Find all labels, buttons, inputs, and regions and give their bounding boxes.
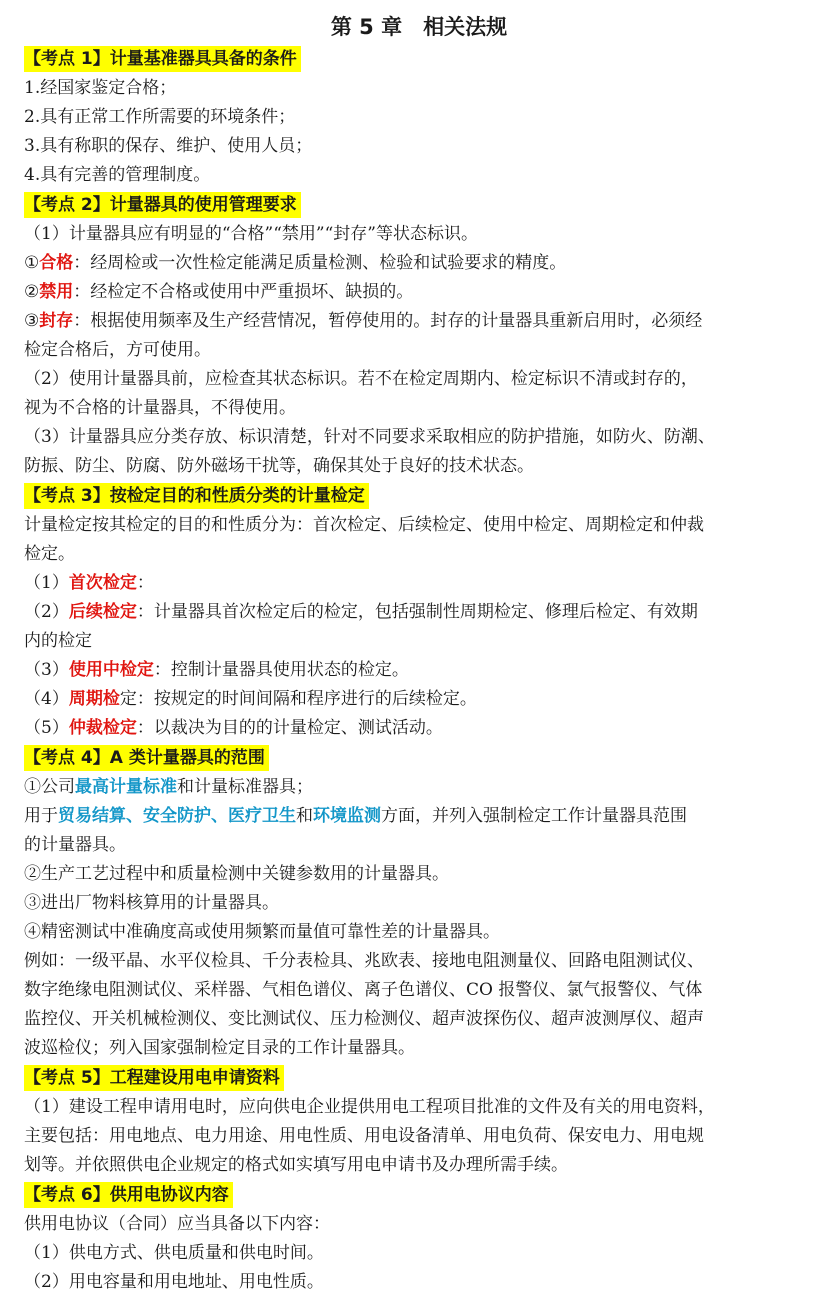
- s2-paragraph-3a: （3）计量器具应分类存放、标识清楚，针对不同要求采取相应的防护措施，如防火、防潮、: [24, 427, 715, 447]
- s4-l2-pre: 用于: [24, 806, 58, 826]
- s5-paragraph-3: 划等。并依照供电企业规定的格式如实填写用电申请书及办理所需手续。: [24, 1155, 568, 1175]
- term-highest-standard: 最高计量标准: [75, 777, 177, 797]
- s2-paragraph-2b: 视为不合格的计量器具，不得使用。: [24, 398, 296, 418]
- s3-i4-prefix: （4）: [24, 689, 69, 709]
- section-heading-4: 【考点 4】A 类计量器具的范围: [24, 745, 269, 771]
- s3-item-4: [24, 685, 814, 714]
- section-heading-1: 【考点 1】计量基准器具具备的条件: [24, 46, 301, 72]
- term-sealed: 封存: [39, 311, 74, 331]
- s2-c-text: ：根据使用频率及生产经营情况，暂停使用的。封存的计量器具重新启用时，必须经: [73, 311, 703, 331]
- s2-sealed-cont: 检定合格后，方可使用。: [24, 340, 211, 360]
- term-initial-verification: 首次检定: [68, 573, 137, 593]
- s1-item-4: 4.具有完善的管理制度。: [24, 165, 211, 185]
- s5-paragraph-1: （1）建设工程申请用电时，应向供电企业提供用电工程项目批准的文件及有关的用电资料，: [24, 1097, 715, 1117]
- s2-status-disabled: [24, 278, 814, 307]
- term-in-service-verification: 使用中检定: [68, 660, 154, 680]
- term-trade-safety-medical: 贸易结算、安全防护、医疗卫生: [58, 806, 296, 826]
- s3-i2-prefix: （2）: [24, 602, 69, 622]
- s4-line-3: ②生产工艺过程中和质量检测中关键参数用的计量器具。: [24, 864, 449, 884]
- term-periodic-verification: 周期检: [68, 689, 120, 709]
- s4-example-2: 数字绝缘电阻测试仪、采样器、气相色谱仪、离子色谱仪、CO 报警仪、氯气报警仪、气体: [24, 980, 703, 1000]
- s3-i2-text: ：计量器具首次检定后的检定，包括强制性周期检定、修理后检定、有效期: [136, 602, 698, 622]
- s1-item-1: 1.经国家鉴定合格；: [24, 78, 177, 98]
- s2-a-text: ：经周检或一次性检定能满足质量检测、检验和试验要求的精度。: [73, 253, 567, 273]
- s2-b-prefix: ②: [24, 282, 40, 302]
- s2-paragraph-3b: 防振、防尘、防腐、防外磁场干扰等，确保其处于良好的技术状态。: [24, 456, 534, 476]
- s4-l1-pre: ①公司: [24, 777, 75, 797]
- s3-intro-1: 计量检定按其检定的目的和性质分为：首次检定、后续检定、使用中检定、周期检定和仲裁: [24, 515, 704, 535]
- s4-l1-post: 和计量标准器具；: [177, 777, 313, 797]
- s6-item-1: （1）供电方式、供电质量和供电时间。: [24, 1243, 324, 1263]
- s2-paragraph-1: （1）计量器具应有明显的“合格”“禁用”“封存”等状态标识。: [24, 224, 478, 244]
- s3-i1-text: ：: [136, 573, 154, 593]
- s3-item-2: [24, 598, 814, 627]
- s3-i3-text: ：控制计量器具使用状态的检定。: [153, 660, 409, 680]
- term-environment-monitoring: 环境监测: [313, 806, 381, 826]
- s4-line-2: [24, 802, 814, 831]
- s3-i3-prefix: （3）: [24, 660, 69, 680]
- s1-item-3: 3.具有称职的保存、维护、使用人员；: [24, 136, 313, 156]
- term-subsequent-verification: 后续检定: [68, 602, 137, 622]
- s3-intro-2: 检定。: [24, 544, 75, 564]
- term-qualified: 合格: [39, 253, 74, 273]
- s3-i5-prefix: （5）: [24, 718, 69, 738]
- s2-paragraph-2a: （2）使用计量器具前，应检查其状态标识。若不在检定周期内、检定标识不清或封存的，: [24, 369, 698, 389]
- s3-item-5: [24, 714, 814, 743]
- s2-status-qualified: [24, 249, 814, 278]
- s5-paragraph-2: 主要包括：用电地点、电力用途、用电性质、用电设备清单、用电负荷、保安电力、用电规: [24, 1126, 704, 1146]
- s4-example-3: 监控仪、开关机械检测仪、变比测试仪、压力检测仪、超声波探伤仪、超声波测厚仪、超声: [24, 1009, 704, 1029]
- s2-a-prefix: ①: [24, 253, 40, 273]
- s3-i4-text: 定：按规定的时间间隔和程序进行的后续检定。: [119, 689, 477, 709]
- s3-i5-text: ：以裁决为目的的计量检定、测试活动。: [136, 718, 443, 738]
- s4-line-2-cont: 的计量器具。: [24, 835, 126, 855]
- s4-l2-mid: 和: [296, 806, 313, 826]
- s6-intro: 供用电协议（合同）应当具备以下内容：: [24, 1214, 330, 1234]
- s3-item-3: [24, 656, 814, 685]
- s6-item-2: （2）用电容量和用电地址、用电性质。: [24, 1272, 324, 1292]
- s3-item-1: [24, 569, 814, 598]
- term-arbitration-verification: 仲裁检定: [68, 718, 137, 738]
- s4-example-4: 波巡检仪；列入国家强制检定目录的工作计量器具。: [24, 1038, 415, 1058]
- s4-line-4: ③进出厂物料核算用的计量器具。: [24, 893, 279, 913]
- section-heading-5: 【考点 5】工程建设用电申请资料: [24, 1065, 284, 1091]
- s4-line-1: [24, 773, 814, 802]
- s4-l2-post: 方面，并列入强制检定工作计量器具范围: [381, 806, 687, 826]
- chapter-title: 第 5 章 相关法规: [330, 15, 508, 39]
- s2-b-text: ：经检定不合格或使用中严重损坏、缺损的。: [73, 282, 414, 302]
- s3-item-2-cont: 内的检定: [24, 631, 92, 651]
- section-heading-2: 【考点 2】计量器具的使用管理要求: [24, 192, 301, 218]
- s2-status-sealed: [24, 307, 814, 336]
- section-heading-6: 【考点 6】供用电协议内容: [24, 1182, 233, 1208]
- section-heading-3: 【考点 3】按检定目的和性质分类的计量检定: [24, 483, 369, 509]
- s4-line-5: ④精密测试中准确度高或使用频繁而量值可靠性差的计量器具。: [24, 922, 500, 942]
- s1-item-2: 2.具有正常工作所需要的环境条件；: [24, 107, 296, 127]
- s4-example-1: 例如：一级平晶、水平仪检具、千分表检具、兆欧表、接地电阻测量仪、回路电阻测试仪、: [24, 951, 704, 971]
- s2-c-prefix: ③: [24, 311, 40, 331]
- s3-i1-prefix: （1）: [24, 573, 69, 593]
- term-disabled: 禁用: [39, 282, 74, 302]
